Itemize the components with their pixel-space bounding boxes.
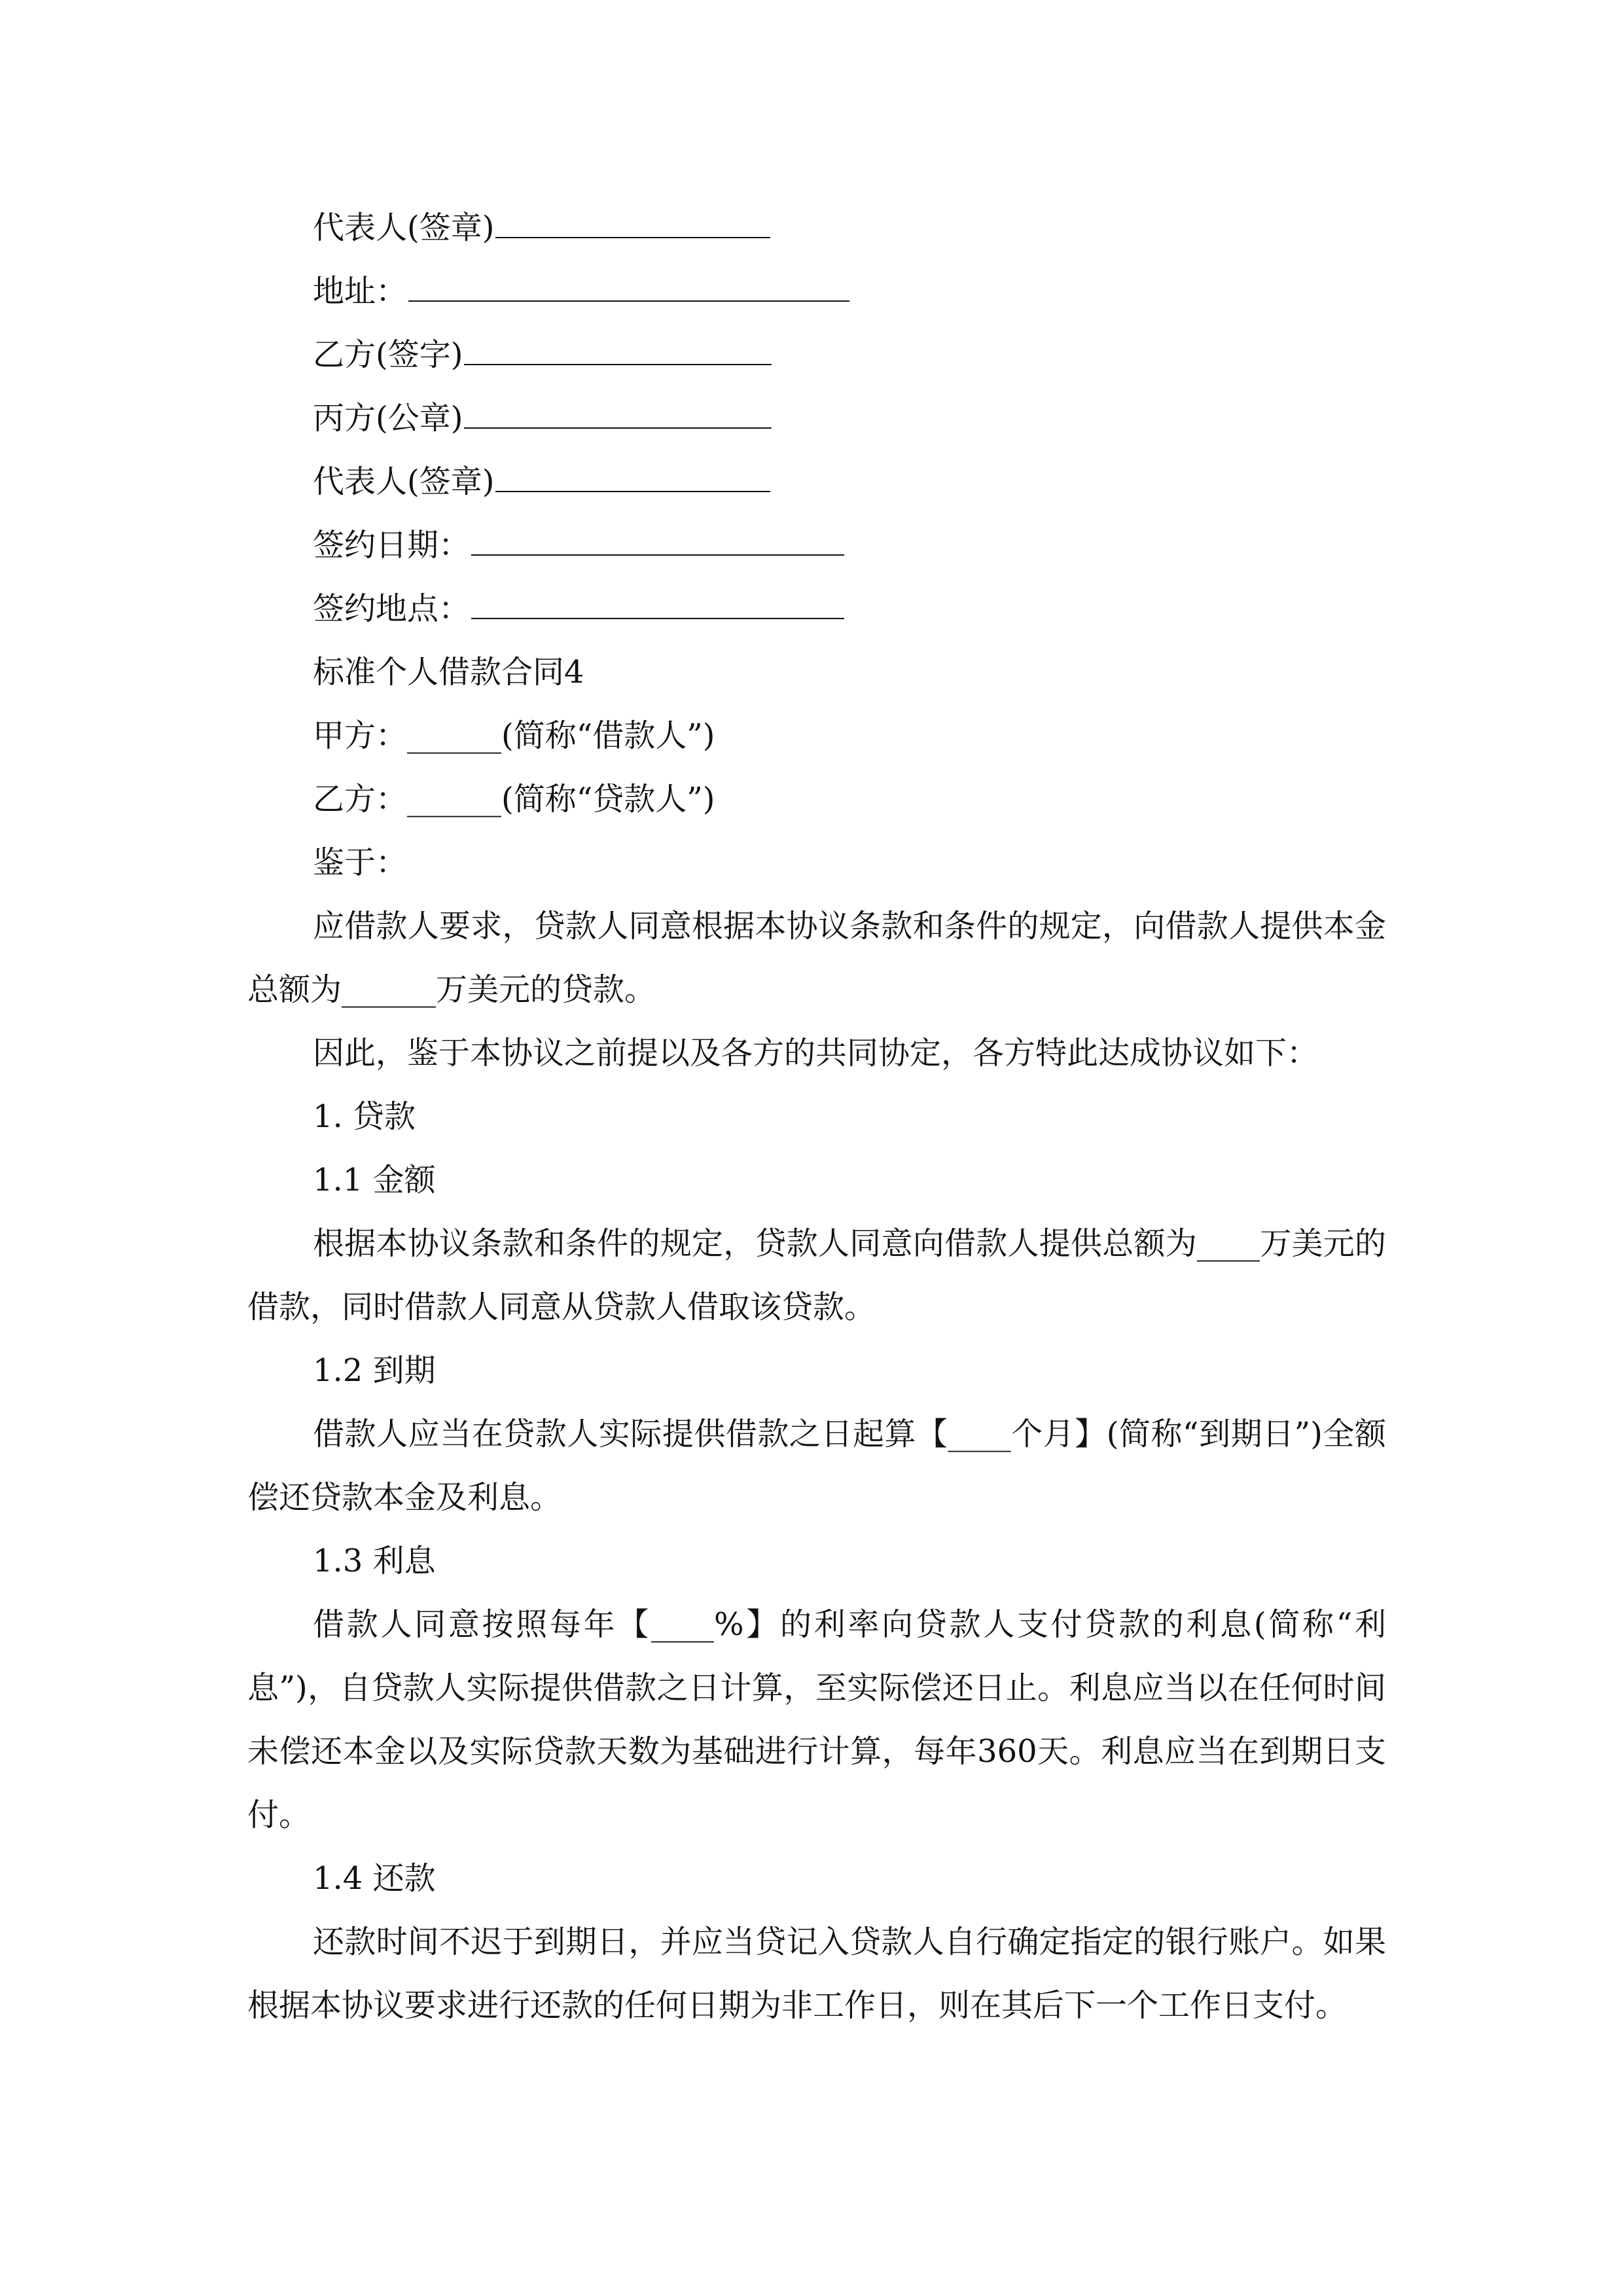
rep1-blank [495,208,770,238]
section-1-1-title: 1.1 金额 [313,1162,436,1198]
signature-rep1 [313,208,770,247]
party-b-blank [464,335,772,365]
section-1-2-title: 1.2 到期 [313,1352,436,1389]
signature-party-c [313,399,772,438]
contract-title: 标准个人借款合同4 [313,654,584,691]
section-1-1-text: 根据本协议条款和条件的规定，贷款人同意向借款人提供总额为____万美元的借款，同时借款人同意从贷款人借取该贷款。 [247,1225,1386,1325]
intro-paragraph: 应借款人要求，贷款人同意根据本协议条款和条件的规定，向借款人提供本金总额为______万美元的贷款。 [247,908,1386,1008]
section-1-2-text: 借款人应当在贷款人实际提供借款之日起算【____个月】(简称“到期日”)全额偿还贷款本金及利息。 [247,1416,1386,1516]
rep2-label: 代表人(签章) [313,463,495,500]
party-c-blank [464,399,772,429]
signature-party-b [313,335,772,374]
section-1-3-title: 1.3 利息 [313,1543,436,1579]
signature-date [313,526,844,565]
signature-rep2 [313,462,770,501]
section-1-title: 1. 贷款 [313,1098,416,1135]
party-a-line: 甲方：______(简称“借款人”) [313,717,715,754]
place-blank [471,589,844,619]
party-c-label: 丙方(公章) [313,400,463,437]
place-label: 签约地点： [313,590,471,627]
rep1-label: 代表人(签章) [313,209,495,246]
party-b-label: 乙方(签字) [313,336,463,373]
date-label: 签约日期： [313,527,471,564]
section-1-4-title: 1.4 还款 [313,1860,436,1897]
address-label: 地址： [313,273,408,310]
section-1-4-text: 还款时间不迟于到期日，并应当贷记入贷款人自行确定指定的银行账户。如果根据本协议要求进行还款的任何日期为非工作日，则在其后下一个工作日支付。 [247,1924,1386,2024]
date-blank [471,526,844,556]
whereas-line: 鉴于： [313,844,408,881]
section-1-3-text: 借款人同意按照每年【____%】的利率向贷款人支付贷款的利息(简称“利息”)，自贷款人实际提供借款之日计算，至实际偿还日止。利息应当以在任何时间未偿还本金以及实际贷款天数为基础进行计算，每年360天。利息应当在到期日支付。 [247,1606,1386,1833]
signature-address [313,272,849,311]
signature-place [313,589,844,628]
therefore-paragraph: 因此，鉴于本协议之前提以及各方的共同协定，各方特此达成协议如下： [313,1035,1319,1071]
party-b-line: 乙方：______(简称“贷款人”) [313,781,715,817]
rep2-blank [495,462,770,492]
address-blank [408,272,849,302]
